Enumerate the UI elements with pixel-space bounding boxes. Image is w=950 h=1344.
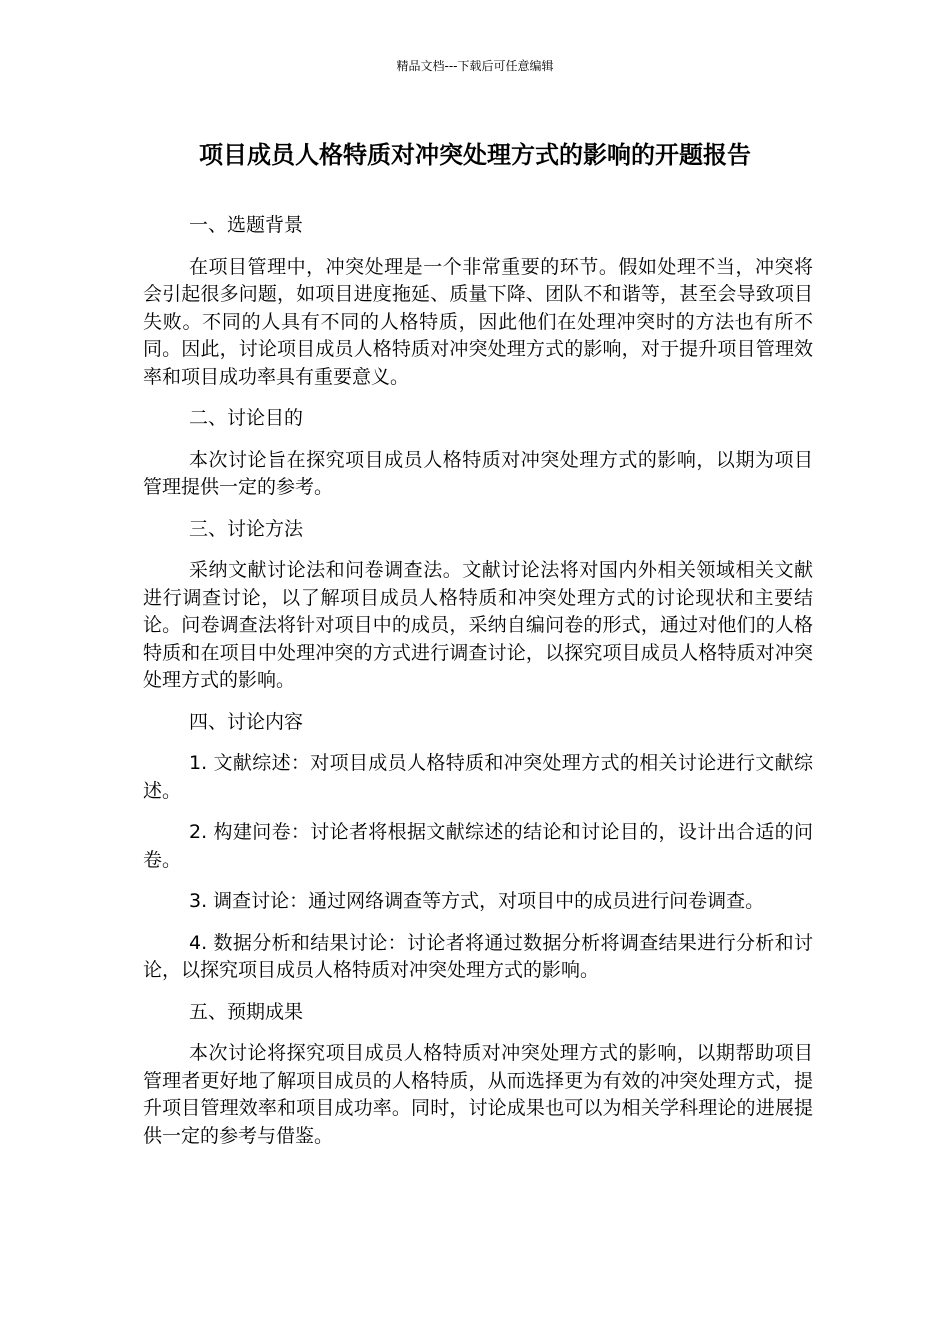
list-item-survey: 3. 调查讨论：通过网络调查等方式，对项目中的成员进行问卷调查。 [189,890,765,912]
header-note: 精品文档---下载后可任意编辑 [396,59,554,73]
section-heading-purpose: 二、讨论目的 [189,407,304,429]
paragraph-method: 采纳文献讨论法和问卷调查法。文献讨论法将对国内外相关领域相关文献进行调查讨论，以了解项目成员人格特质和冲突处理方式的讨论现状和主要结论。问卷调查法将针对项目中的成员，采纳自编问卷的形式，通过对他们的人格特质和在项目中处理冲突的方式进行调查讨论，以探究项目成员人格特质对冲突处理方式的影响。 [143,559,813,691]
paragraph-background: 在项目管理中，冲突处理是一个非常重要的环节。假如处理不当，冲突将会引起很多问题，如项目进度拖延、质量下降、团队不和谐等，甚至会导致项目失败。不同的人具有不同的人格特质，因此他们在处理冲突时的方法也有所不同。因此，讨论项目成员人格特质对冲突处理方式的影响，对于提升项目管理效率和项目成功率具有重要意义。 [143,255,813,388]
section-heading-background: 一、选题背景 [189,214,304,236]
section-heading-expected-results: 五、预期成果 [189,1000,304,1023]
list-item-literature-review: 1. 文献综述：对项目成员人格特质和冲突处理方式的相关讨论进行文献综述。 [143,752,813,802]
list-item-questionnaire: 2. 构建问卷：讨论者将根据文献综述的结论和讨论目的，设计出合适的问卷。 [143,821,813,871]
list-item-data-analysis: 4. 数据分析和结果讨论：讨论者将通过数据分析将调查结果进行分析和讨论，以探究项目成员人格特质对冲突处理方式的影响。 [143,931,813,981]
document-body [143,212,813,1164]
paragraph-purpose: 本次讨论旨在探究项目成员人格特质对冲突处理方式的影响，以期为项目管理提供一定的参考。 [143,448,813,498]
section-heading-method: 三、讨论方法 [189,517,304,540]
section-heading-content: 四、讨论内容 [189,710,304,733]
document-title: 项目成员人格特质对冲突处理方式的影响的开题报告 [199,141,751,169]
paragraph-expected-results: 本次讨论将探究项目成员人格特质对冲突处理方式的影响，以期帮助项目管理者更好地了解项目成员的人格特质，从而选择更为有效的冲突处理方式，提升项目管理效率和项目成功率。同时，讨论成果也可以为相关学科理论的进展提供一定的参考与借鉴。 [143,1042,813,1147]
